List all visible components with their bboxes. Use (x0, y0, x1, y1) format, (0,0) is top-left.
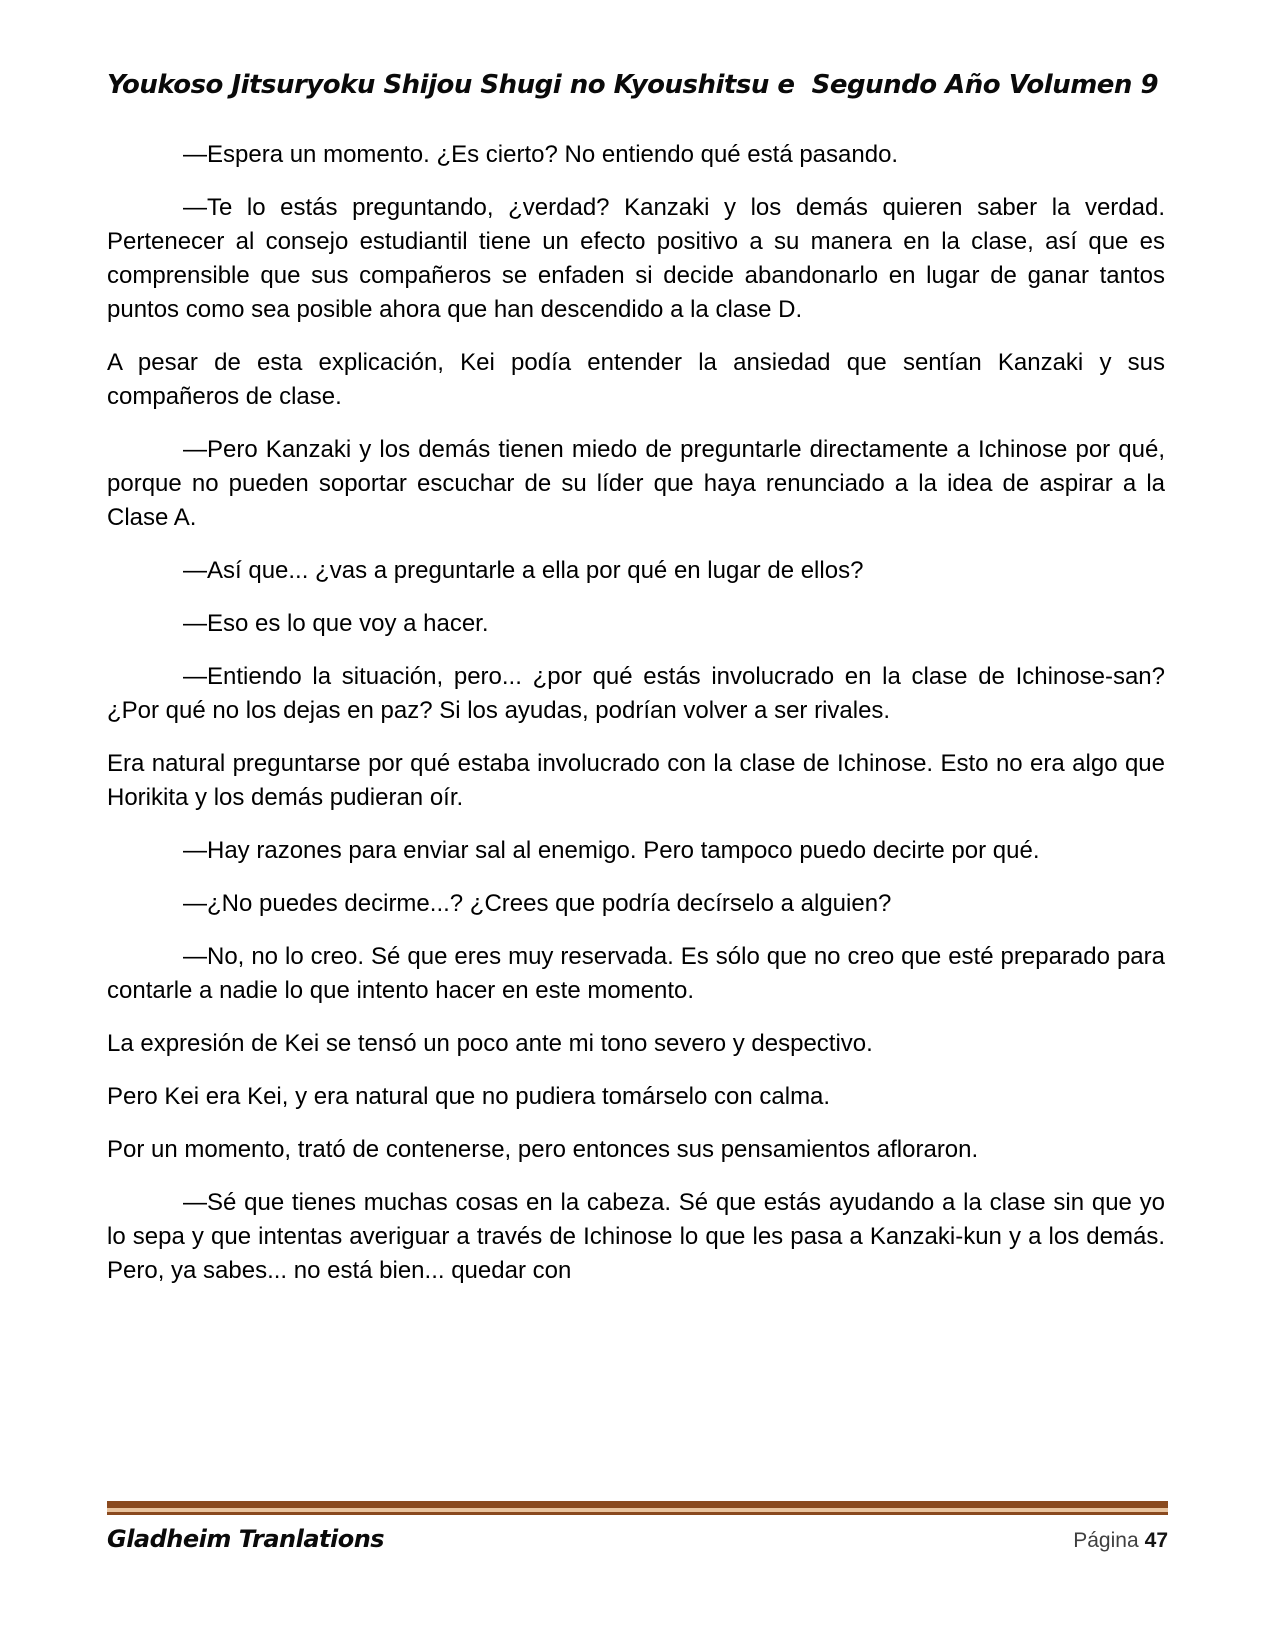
paragraph: Era natural preguntarse por qué estaba involucrado con la clase de Ichinose. Esto no era algo que Horikita y los demás pudieran oír. (107, 750, 1165, 811)
paragraph: —¿No puedes decirme...? ¿Crees que podría decírselo a alguien? (183, 890, 892, 917)
footer-page-label: Página (1073, 1529, 1139, 1552)
paragraph: —Así que... ¿vas a preguntarle a ella por qué en lugar de ellos? (183, 557, 864, 584)
page-footer (107, 1501, 1168, 1553)
paragraph: —Eso es lo que voy a hacer. (183, 610, 489, 637)
paragraph: —Te lo estás preguntando, ¿verdad? Kanzaki y los demás quieren saber la verdad. Pertenecer al consejo estudiantil tiene un efecto positivo a su manera en la clase, así que es comprensible que sus compañeros se enfaden si decide abandonarlo en lugar de ganar tantos puntos como sea posible ahora que han descendido a la clase D. (107, 194, 1165, 323)
paragraph: Por un momento, trató de contenerse, pero entonces sus pensamientos afloraron. (107, 1136, 979, 1163)
footer-translator-name: Gladheim Tranlations (107, 1525, 385, 1553)
paragraph: —No, no lo creo. Sé que eres muy reservada. Es sólo que no creo que esté preparado para contarle a nadie lo que intento hacer en este momento. (107, 943, 1165, 1004)
page-body (107, 138, 1165, 1307)
paragraph: A pesar de esta explicación, Kei podía entender la ansiedad que sentían Kanzaki y sus compañeros de clase. (107, 349, 1165, 410)
paragraph: —Pero Kanzaki y los demás tienen miedo de preguntarle directamente a Ichinose por qué, porque no pueden soportar escuchar de su líder que haya renunciado a la idea de aspirar a la Clase A. (107, 436, 1165, 531)
page-header-title: Youkoso Jitsuryoku Shijou Shugi no Kyoushitsu e Segundo Año Volumen 9 (107, 70, 1159, 100)
paragraph: La expresión de Kei se tensó un poco ante mi tono severo y despectivo. (107, 1030, 873, 1057)
paragraph: Pero Kei era Kei, y era natural que no pudiera tomárselo con calma. (107, 1083, 831, 1110)
footer-row (107, 1525, 1168, 1553)
paragraph: —Sé que tienes muchas cosas en la cabeza. Sé que estás ayudando a la clase sin que yo lo sepa y que intentas averiguar a través de Ichinose lo que les pasa a Kanzaki-kun y a los demás. Pero, ya sabes... no está bien... quedar con (107, 1189, 1165, 1284)
footer-page-indicator (1073, 1529, 1168, 1553)
paragraph: —Espera un momento. ¿Es cierto? No entiendo qué está pasando. (183, 141, 899, 168)
footer-divider (107, 1501, 1168, 1515)
paragraph: —Hay razones para enviar sal al enemigo. Pero tampoco puedo decirte por qué. (183, 837, 1040, 864)
footer-page-number: 47 (1144, 1529, 1168, 1552)
paragraph: —Entiendo la situación, pero... ¿por qué estás involucrado en la clase de Ichinose-san? ¿Por qué no los dejas en paz? Si los ayudas, podrían volver a ser rivales. (107, 663, 1165, 724)
